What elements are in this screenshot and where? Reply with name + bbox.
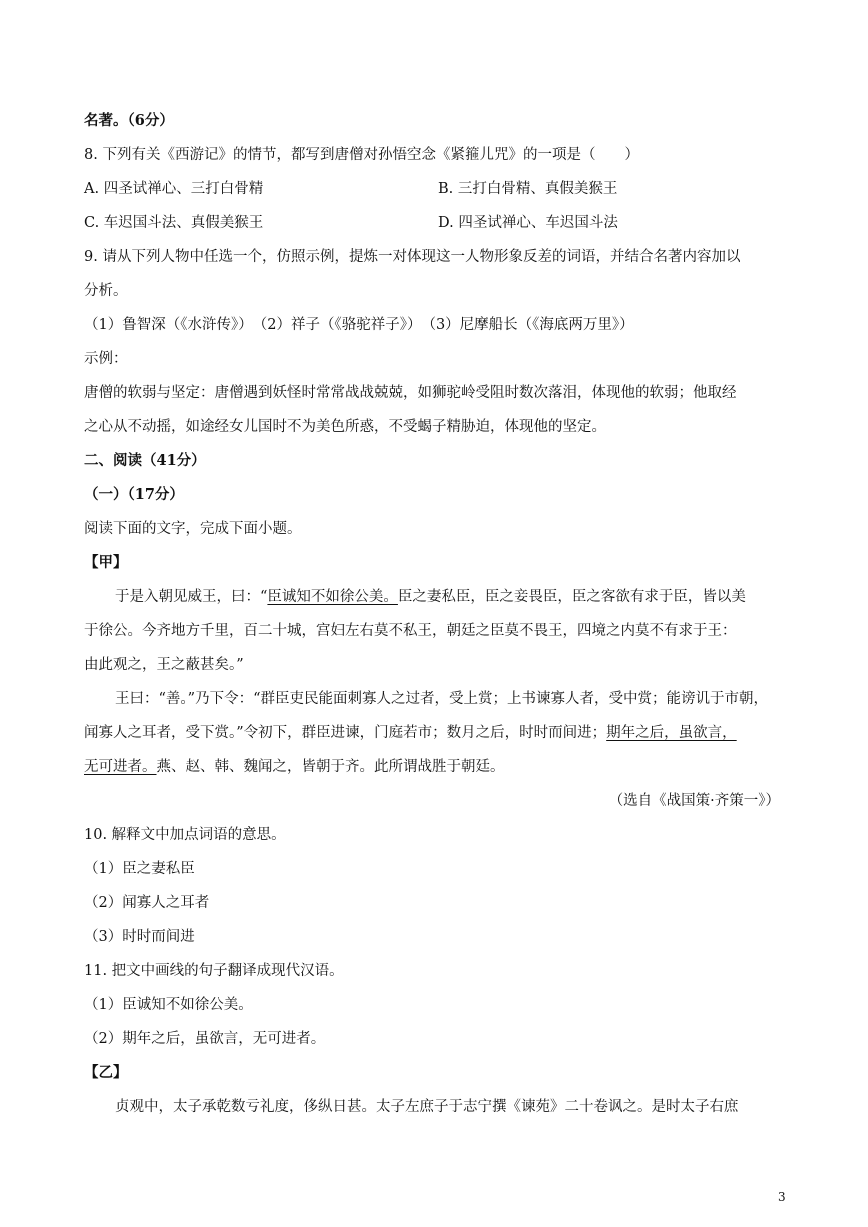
- passage-jia-line6: [84, 757, 505, 777]
- question-10-item2: （2）闻寡人之耳者: [84, 895, 210, 911]
- passage-jia-line5: [84, 723, 737, 743]
- example-line1: 唐僧的软弱与坚定：唐僧遇到妖怪时常常战战兢兢，如狮驼岭受阻时数次落泪，体现他的软弱；他取经: [84, 385, 737, 401]
- question-9-line1: 9. 请从下列人物中任选一个，仿照示例，提炼一对体现这一人物形象反差的词语，并结合名著内容加以: [84, 249, 741, 265]
- passage-source: （选自《战国策·齐策一》）: [608, 793, 780, 809]
- underlined-sentence: 期年之后，虽欲言，: [606, 725, 737, 741]
- passage-jia-line3: 由此观之，王之蔽甚矣。”: [84, 657, 244, 673]
- passage-jia-line2: 于徐公。今齐地方千里，百二十城，宫妇左右莫不私王，朝廷之臣莫不畏王，四境之内莫不有求于王：: [84, 623, 737, 639]
- passage-jia-label: 【甲】: [84, 554, 128, 571]
- section-2-heading: 二、阅读（41分）: [84, 452, 206, 469]
- instruction: 阅读下面的文字，完成下面小题。: [84, 521, 302, 537]
- text-segment: 于是入朝见威王，曰：“: [115, 589, 268, 605]
- passage-yi-label: 【乙】: [84, 1064, 128, 1081]
- question-11-stem: 11. 把文中画线的句子翻译成现代汉语。: [84, 963, 344, 979]
- question-10-item1: （1）臣之妻私臣: [84, 861, 195, 877]
- example-label: 示例：: [84, 351, 128, 367]
- question-9-line2: 分析。: [84, 283, 128, 299]
- passage-jia-line1: [115, 587, 746, 607]
- question-10-item3: （3）时时而间进: [84, 929, 195, 945]
- option-d: D. 四圣试禅心、车迟国斗法: [438, 215, 618, 231]
- example-line2: 之心从不动摇，如途经女儿国时不为美色所惑，不受蝎子精胁迫，体现他的坚定。: [84, 419, 606, 435]
- question-8-stem: 8. 下列有关《西游记》的情节，都写到唐僧对孙悟空念《紧箍儿咒》的一项是（ ）: [84, 147, 639, 163]
- option-b: B. 三打白骨精、真假美猴王: [438, 181, 618, 197]
- text-segment: 臣之妻私臣，臣之妾畏臣，臣之客欲有求于臣，皆以美: [397, 589, 746, 605]
- subsection-1-heading: （一）（17分）: [84, 486, 184, 503]
- underlined-sentence: 臣诚知不如徐公美。: [267, 589, 398, 605]
- question-9-choices: （1）鲁智深（《水浒传》） （2）祥子（《骆驼祥子》） （3）尼摩船长（《海底两万里》）: [84, 317, 634, 333]
- option-a: A. 四圣试禅心、三打白骨精: [84, 181, 264, 197]
- passage-jia-line4: 王曰：“善。”乃下令：“群臣吏民能面刺寡人之过者，受上赏；上书谏寡人者，受中赏；能谤讥于市朝，: [115, 691, 768, 707]
- passage-yi-line1: 贞观中，太子承乾数亏礼度，侈纵日甚。太子左庶子于志宁撰《谏苑》二十卷讽之。是时太子右庶: [115, 1099, 739, 1115]
- underlined-sentence: 无可进者。: [84, 759, 157, 775]
- option-c: C. 车迟国斗法、真假美猴王: [84, 215, 264, 231]
- text-segment: 闻寡人之耳者，受下赏。”令初下，群臣进谏，门庭若市；数月之后，时时而间进；: [84, 725, 607, 741]
- text-segment: 燕、赵、韩、魏闻之，皆朝于齐。此所谓战胜于朝廷。: [156, 759, 505, 775]
- question-11-item1: （1）臣诚知不如徐公美。: [84, 997, 253, 1013]
- section-intro: 名著。（6分）: [84, 112, 174, 129]
- question-11-item2: （2）期年之后，虽欲言，无可进者。: [84, 1031, 326, 1047]
- page-number: 3: [778, 1190, 786, 1204]
- question-10-stem: 10. 解释文中加点词语的意思。: [84, 827, 286, 843]
